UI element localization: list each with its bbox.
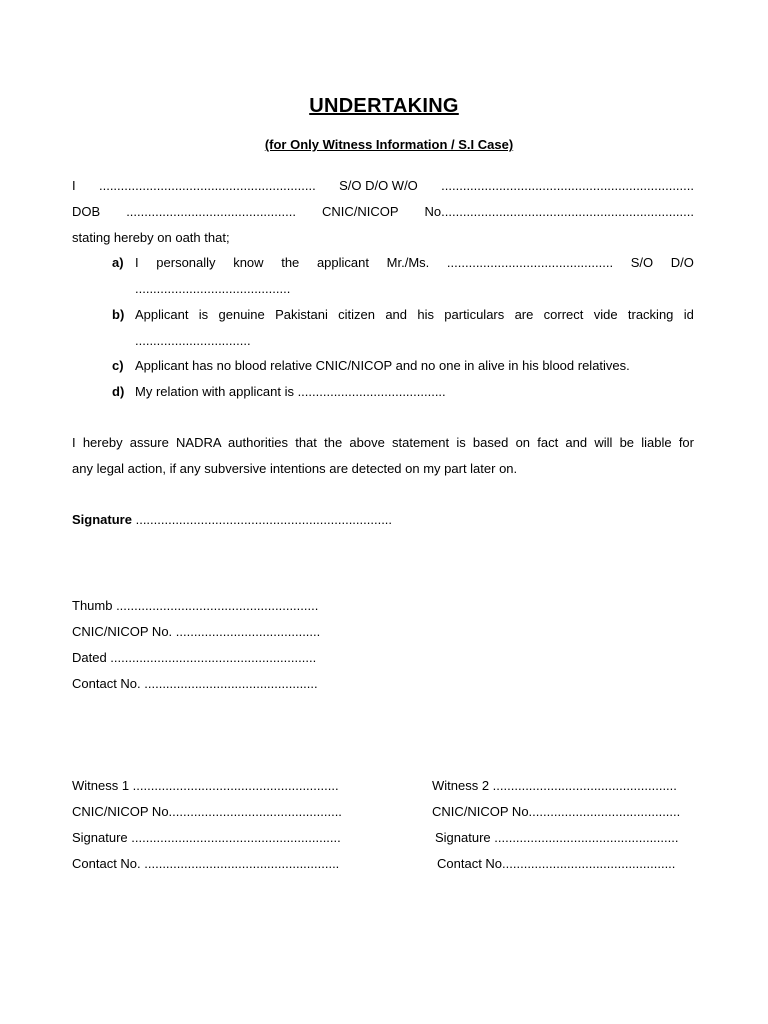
cnic-label: CNIC/NICOP [321, 204, 399, 219]
item-a-word: applicant [316, 255, 369, 270]
item-b-label: b) [112, 307, 125, 322]
item-b-word: correct [543, 307, 584, 322]
item-b-word: and [385, 307, 408, 322]
item-b-word: Applicant [135, 307, 189, 322]
item-b-word: particulars [444, 307, 505, 322]
item-a-word: I [135, 255, 139, 270]
cnic-field: CNIC/NICOP No. ........................................ [72, 624, 321, 639]
name-blank: ............................................................ [98, 178, 316, 193]
item-b-word: is [198, 307, 209, 322]
item-a-continuation: ........................................... [135, 281, 291, 296]
item-b-word: vide [593, 307, 618, 322]
item-b-word: Pakistani [275, 307, 328, 322]
item-b-word: are [514, 307, 534, 322]
dated-field: Dated ......................................................... [72, 650, 317, 665]
item-d-label: d) [112, 384, 125, 399]
item-a-line [135, 255, 694, 271]
assurance-line-2: any legal action, if any subversive intentions are detected on my part later on. [72, 461, 518, 476]
assurance-line-1: I hereby assure NADRA authorities that the above statement is based on fact and will be liable for [72, 435, 694, 450]
witness-2-cnic-field: CNIC/NICOP No.......................................... [432, 804, 681, 819]
document-subtitle: (for Only Witness Information / S.I Case) [264, 137, 514, 152]
signature-line [72, 512, 392, 528]
cnic-number-blank: No...................................................................... [424, 204, 694, 219]
item-a-word: S/O [630, 255, 654, 270]
item-b-word: his [417, 307, 434, 322]
item-a-label: a) [112, 255, 124, 270]
dob-label: DOB [72, 204, 101, 219]
item-a-word: the [281, 255, 300, 270]
witness-1-name-field: Witness 1 ......................................................... [72, 778, 339, 793]
witness-2-contact-field: Contact No................................................ [437, 856, 676, 871]
item-d-text: My relation with applicant is ......................................... [135, 384, 446, 399]
signature-label: Signature [72, 512, 132, 527]
relation-label: S/O D/O W/O [339, 178, 418, 193]
item-c-text: Applicant has no blood relative CNIC/NICOP and no one in alive in his blood relatives. [135, 358, 630, 373]
dob-blank: ............................................... [126, 204, 296, 219]
signature-blank: ....................................................................... [135, 512, 393, 527]
thumb-field: Thumb ........................................................ [72, 598, 319, 613]
item-b-word: citizen [338, 307, 376, 322]
item-b-word: id [683, 307, 694, 322]
item-c-label: c) [112, 358, 124, 373]
item-a-blank: .............................................. [446, 255, 614, 270]
item-b-word: genuine [218, 307, 265, 322]
witness-1-contact-field: Contact No. ...................................................... [72, 856, 340, 871]
intro-name-line [72, 178, 694, 194]
item-a-word: personally [156, 255, 216, 270]
contact-field: Contact No. ................................................ [72, 676, 318, 691]
item-b-word: tracking [627, 307, 674, 322]
item-b-continuation: ................................ [135, 333, 251, 348]
oath-statement: stating hereby on oath that; [72, 230, 230, 245]
witness-2-name-field: Witness 2 ................................................... [432, 778, 677, 793]
witness-1-cnic-field: CNIC/NICOP No................................................ [72, 804, 342, 819]
intro-pronoun: I [72, 178, 76, 193]
item-a-word: D/O [670, 255, 694, 270]
witness-1-signature-field: Signature .......................................................... [72, 830, 341, 845]
relation-name-blank: ...................................................................... [441, 178, 694, 193]
document-title: UNDERTAKING [309, 95, 459, 117]
item-a-word: know [233, 255, 264, 270]
witness-2-signature-field: Signature ................................................... [435, 830, 679, 845]
item-a-word: Mr./Ms. [386, 255, 430, 270]
item-b-line [135, 307, 694, 323]
intro-dob-line [72, 204, 694, 220]
